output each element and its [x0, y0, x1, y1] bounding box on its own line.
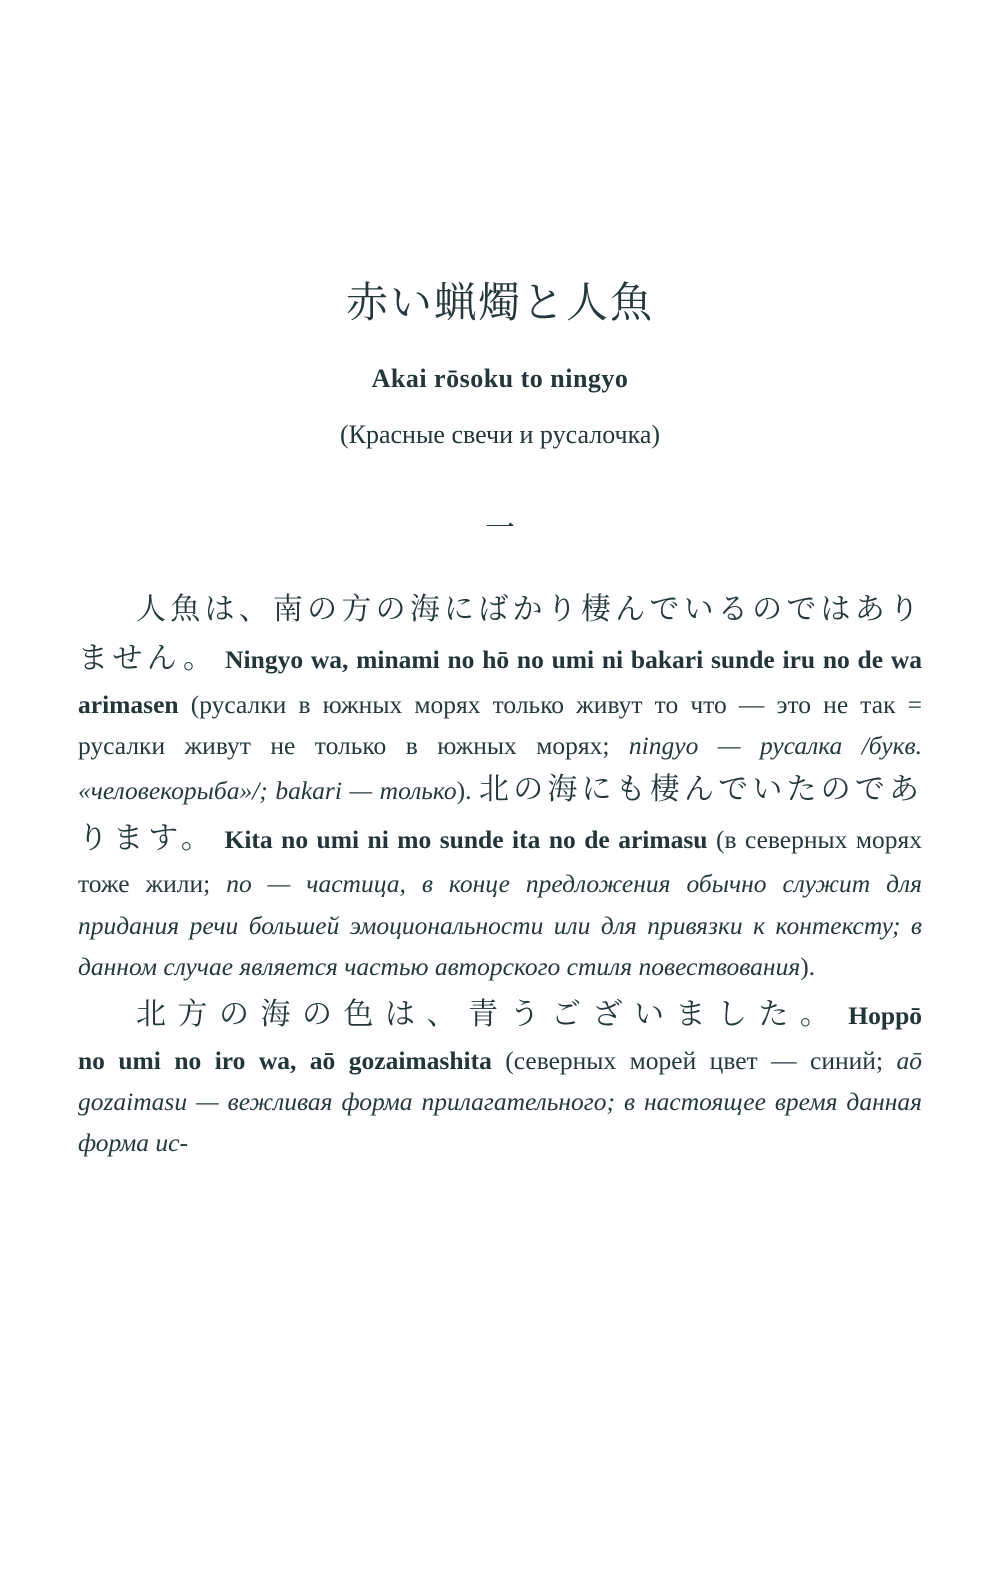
body-text — [78, 586, 922, 1163]
text-run-jp: 北の海にも棲んでいたのであります。 — [78, 772, 922, 856]
paragraph — [78, 991, 922, 1163]
text-run-it: ningyo — русалка /букв. «человекорыба»/; bakari — только — [78, 730, 922, 806]
page-content — [78, 0, 922, 1164]
text-run-rom: Kita no umi ni mo sunde ita no de arimasu — [216, 824, 716, 854]
text-run-ru: (в северных морях тоже жили; — [78, 824, 922, 899]
text-run-jp-wide: 北方の海の色は、青うございました。 — [136, 997, 842, 1033]
text-run-rom: Hoppō no umi no iro wa, aō gozaimashita — [78, 1001, 923, 1075]
text-run-ru: ). — [456, 776, 480, 806]
text-run-it: aō gozaimasu — вежливая форма прилагательного; в настоящее время данная форма ис- — [78, 1045, 922, 1158]
text-run-ru: (русалки в южных морях только живут то что — это не так = русалки живут не только в южных морях; — [78, 689, 922, 760]
text-run-rom: Ningyo wa, minami no hō no umi ni bakari sunde iru no de wa arimasen — [78, 644, 922, 719]
text-run-ru: (северных морей цвет — синий; — [505, 1045, 897, 1075]
story-title-romaji: Akai rōsoku to ningyo — [371, 364, 629, 394]
text-run-jp: 人魚は、南の方の海にばかり棲んでいるのではありません。 — [78, 592, 922, 676]
text-run-ru: ). — [800, 951, 816, 981]
story-title-japanese: 赤い蝋燭と人魚 — [345, 278, 654, 327]
story-title-russian: (Красные свечи и русалочка) — [339, 420, 661, 450]
section-number-mark: 一 — [485, 511, 515, 547]
text-run-it: no — частица, в конце предложения обычно служит для придания речи большей эмоциональности или для привязки к контексту; в данном случае является частью авторского стиля повествования — [78, 869, 922, 981]
paragraph — [78, 586, 922, 987]
